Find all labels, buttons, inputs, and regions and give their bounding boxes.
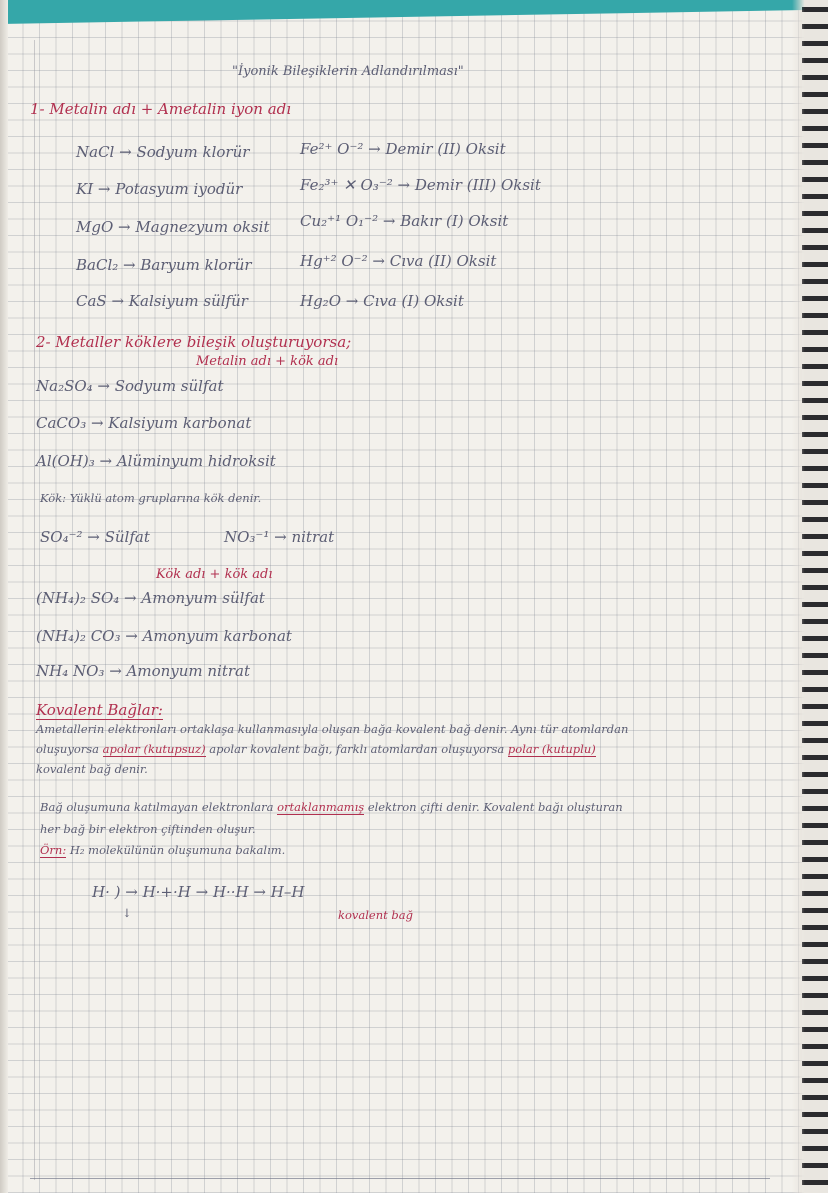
s1-right-item: Hg⁺² O⁻² → Cıva (II) Oksit: [300, 252, 497, 270]
section3-heading: Kovalent Bağlar:: [36, 701, 163, 719]
s1-right-item: Hg₂O → Cıva (I) Oksit: [300, 292, 464, 310]
bottom-rule: [30, 1178, 770, 1179]
s2-item: Na₂SO₄ → Sodyum sülfat: [36, 377, 224, 395]
section2-heading: 2- Metaller köklere bileşik oluşturuyorsa;: [36, 333, 352, 351]
s2-item2: NH₄ NO₃ → Amonyum nitrat: [36, 662, 251, 680]
section1-heading: 1- Metalin adı + Ametalin iyon adı: [30, 100, 292, 118]
example-line: [40, 843, 285, 857]
s1-right-item: Cu₂⁺¹ O₁⁻² → Bakır (I) Oksit: [300, 212, 509, 230]
spiral-binding: [792, 0, 828, 1193]
polar-term: polar (kutuplu): [507, 742, 596, 756]
h2-equation: H· ) → H·+·H → H··H → H–H: [92, 883, 305, 901]
kovalent-paragraph-line2: [36, 742, 596, 756]
s2-item: CaCO₃ → Kalsiyum karbonat: [36, 414, 252, 432]
bond-label: kovalent bağ: [338, 908, 413, 922]
section2-subheading: Metalin adı + kök adı: [196, 354, 339, 369]
root-definition-note: Kök: Yüklü atom gruplarına kök denir.: [40, 491, 262, 505]
teal-cover-edge: [0, 0, 828, 24]
page-title: "İyonik Bileşiklerin Adlandırılması": [232, 64, 464, 79]
text-span: apolar kovalent bağı, farklı atomlardan oluşuyorsa: [209, 742, 505, 756]
root-item: SO₄⁻² → Sülfat: [40, 528, 150, 546]
page-left-edge: [0, 0, 8, 1193]
s2-item: Al(OH)₃ → Alüminyum hidroksit: [36, 452, 276, 470]
electron-pair-line: [40, 800, 623, 814]
arrow-mark: ↓: [122, 906, 132, 920]
example-text: H₂ molekülünün oluşumuna bakalım.: [69, 843, 286, 857]
example-label: Örn:: [40, 843, 67, 857]
apolar-term: apolar (kutupsuz): [102, 742, 206, 756]
s1-left-item: NaCl → Sodyum klorür: [76, 143, 250, 161]
electron-pair-line: her bağ bir elektron çiftinden oluşur.: [40, 822, 256, 836]
text-span: oluşuyorsa: [36, 742, 99, 756]
text-span: Bağ oluşumuna katılmayan elektronlara: [40, 800, 274, 814]
s1-left-item: CaS → Kalsiyum sülfür: [76, 292, 248, 310]
s1-right-item: Fe²⁺ O⁻² → Demir (II) Oksit: [300, 140, 506, 158]
section2-subheading2: Kök adı + kök adı: [156, 567, 273, 582]
s1-right-item: Fe₂³⁺ ✕ O₃⁻² → Demir (III) Oksit: [300, 176, 541, 194]
root-item: NO₃⁻¹ → nitrat: [224, 528, 335, 546]
unshared-term: ortaklanmamış: [277, 800, 365, 814]
s1-left-item: BaCl₂ → Baryum klorür: [76, 256, 252, 274]
s2-item2: (NH₄)₂ SO₄ → Amonyum sülfat: [36, 589, 265, 607]
kovalent-paragraph-line: kovalent bağ denir.: [36, 762, 148, 776]
s2-item2: (NH₄)₂ CO₃ → Amonyum karbonat: [36, 627, 292, 645]
kovalent-paragraph-line: Ametallerin elektronları ortaklaşa kullanmasıyla oluşan bağa kovalent bağ denir. Aynı tür atomlardan: [36, 722, 629, 736]
s1-left-item: KI → Potasyum iyodür: [76, 180, 243, 198]
s1-left-item: MgO → Magnezyum oksit: [76, 218, 270, 236]
text-span: elektron çifti denir. Kovalent bağı oluşturan: [367, 800, 623, 814]
margin-line: [34, 40, 35, 1180]
